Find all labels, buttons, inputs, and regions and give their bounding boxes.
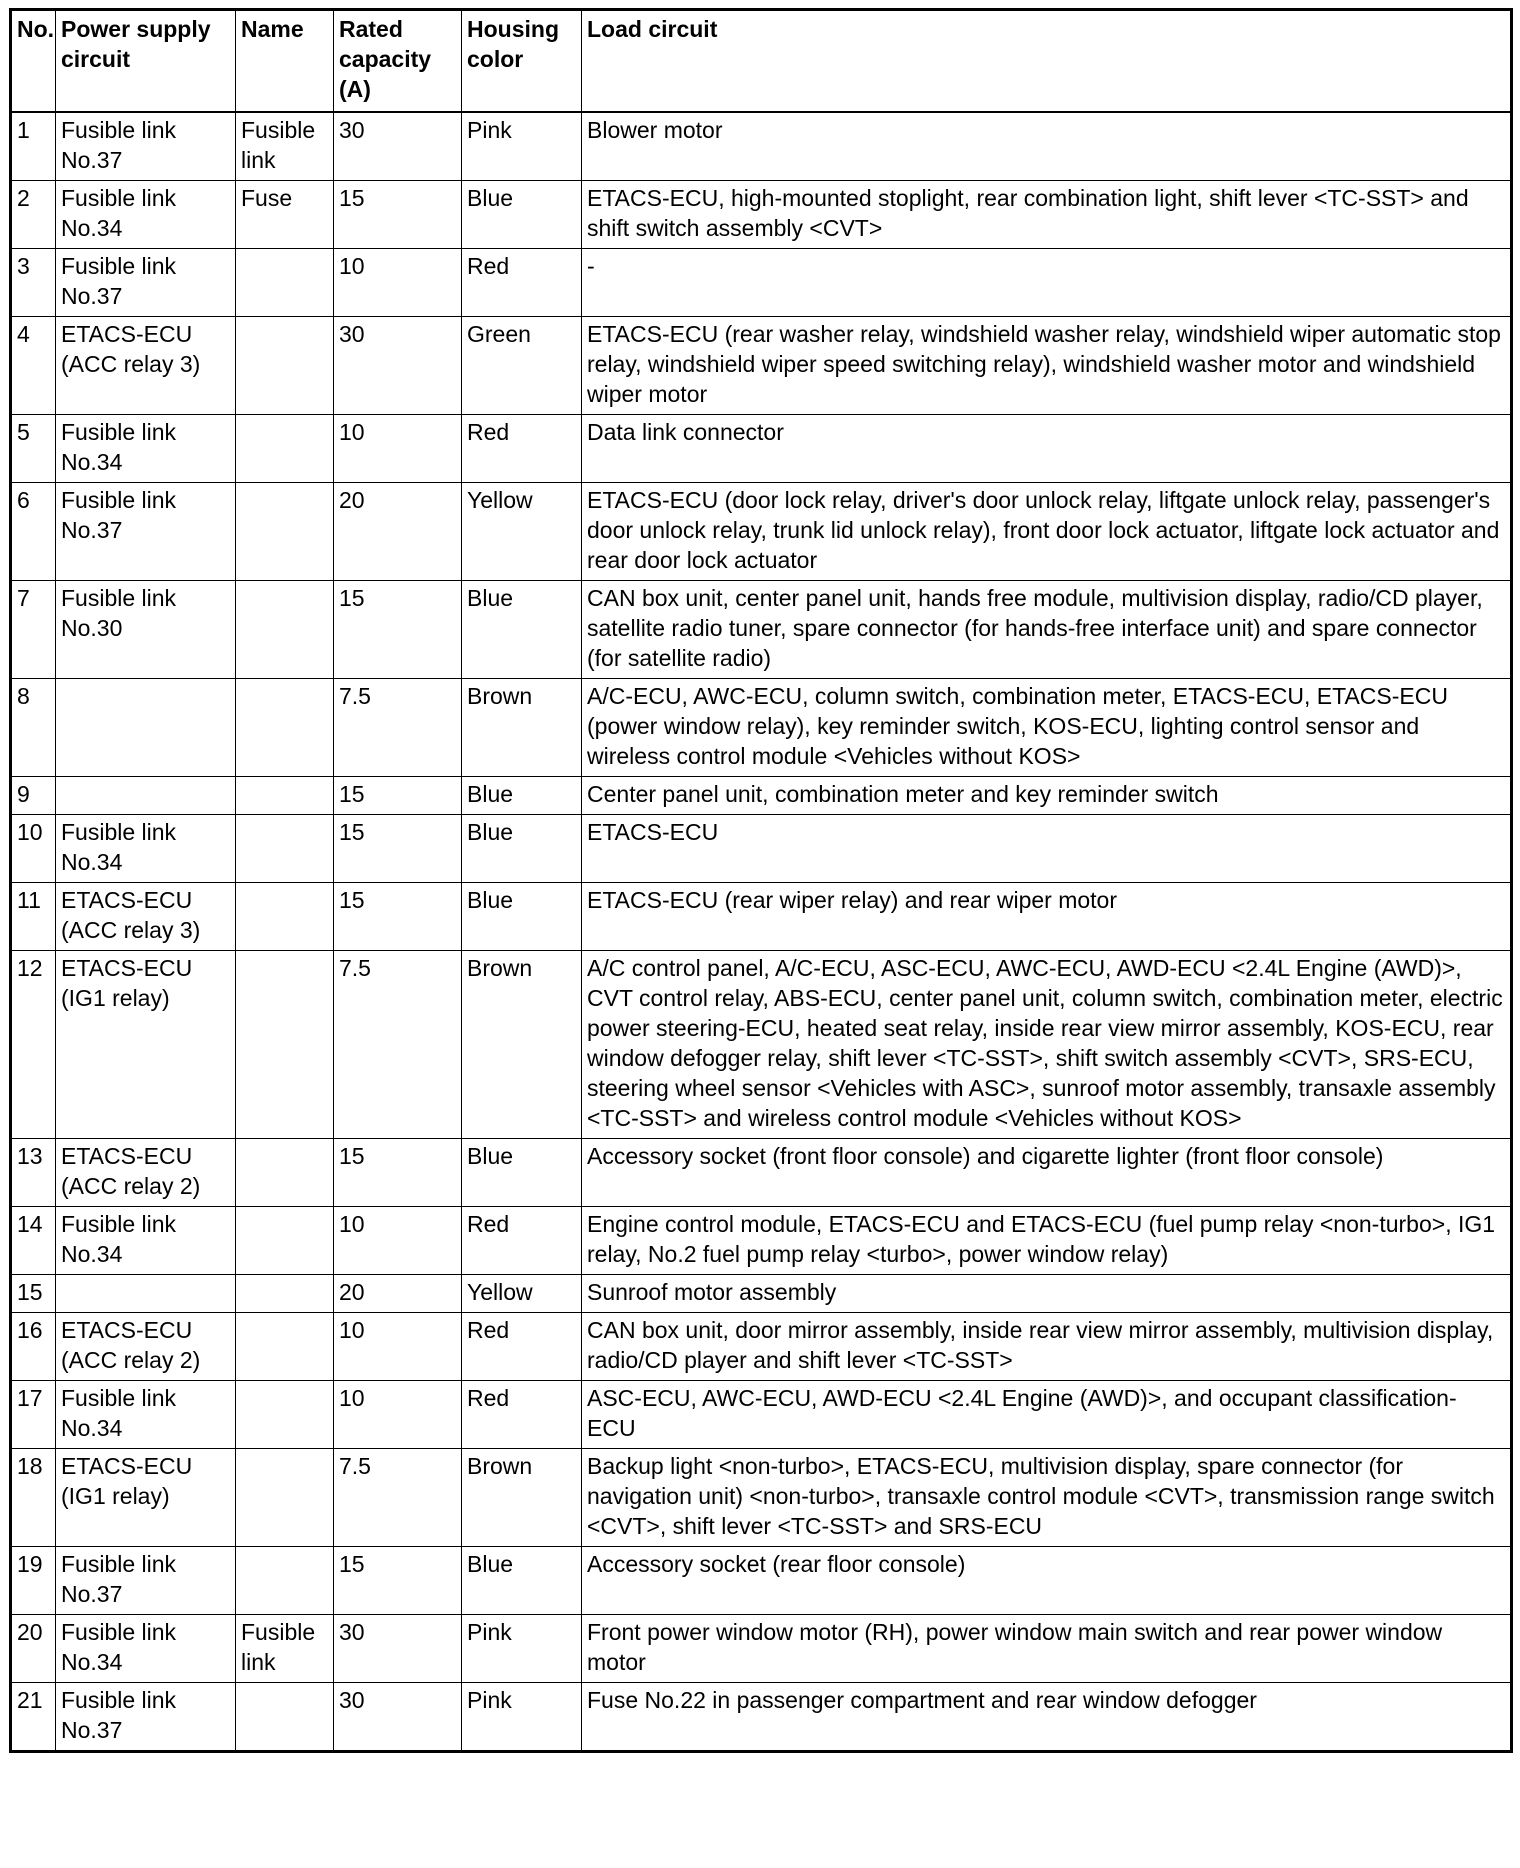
table-row xyxy=(11,1683,1512,1752)
cell-load-circuit: Fuse No.22 in passenger compartment and rear window defogger xyxy=(582,1683,1512,1752)
cell-load-circuit: ETACS-ECU (door lock relay, driver's door unlock relay, liftgate unlock relay, passenger's door unlock relay, trunk lid unlock relay), front door lock actuator, liftgate lock actuator and rear door lock actuator xyxy=(582,483,1512,581)
cell-no: 19 xyxy=(11,1547,56,1615)
table-row xyxy=(11,777,1512,815)
cell-load-circuit: Data link connector xyxy=(582,415,1512,483)
cell-no: 4 xyxy=(11,317,56,415)
cell-rated-capacity: 7.5 xyxy=(334,1449,462,1547)
cell-power-supply-circuit: Fusible link No.34 xyxy=(56,1207,236,1275)
cell-rated-capacity: 7.5 xyxy=(334,679,462,777)
cell-no: 2 xyxy=(11,181,56,249)
cell-load-circuit: ASC-ECU, AWC-ECU, AWD-ECU <2.4L Engine (AWD)>, and occupant classification-ECU xyxy=(582,1381,1512,1449)
cell-power-supply-circuit: Fusible link No.34 xyxy=(56,181,236,249)
cell-rated-capacity: 15 xyxy=(334,883,462,951)
cell-housing-color: Brown xyxy=(462,951,582,1139)
cell-name xyxy=(236,1313,334,1381)
header-name: Name xyxy=(236,10,334,113)
header-rated-capacity: Rated capacity (A) xyxy=(334,10,462,113)
cell-power-supply-circuit: Fusible link No.37 xyxy=(56,1547,236,1615)
cell-name xyxy=(236,883,334,951)
cell-power-supply-circuit: Fusible link No.37 xyxy=(56,483,236,581)
cell-load-circuit: Blower motor xyxy=(582,112,1512,181)
table-row xyxy=(11,1615,1512,1683)
cell-housing-color: Blue xyxy=(462,883,582,951)
cell-rated-capacity: 20 xyxy=(334,1275,462,1313)
cell-housing-color: Red xyxy=(462,1207,582,1275)
cell-housing-color: Pink xyxy=(462,112,582,181)
cell-housing-color: Blue xyxy=(462,777,582,815)
cell-rated-capacity: 15 xyxy=(334,815,462,883)
cell-name: Fusible link xyxy=(236,1615,334,1683)
cell-power-supply-circuit: Fusible link No.37 xyxy=(56,1683,236,1752)
cell-housing-color: Blue xyxy=(462,1139,582,1207)
cell-no: 20 xyxy=(11,1615,56,1683)
cell-name xyxy=(236,317,334,415)
cell-name xyxy=(236,1547,334,1615)
header-load-circuit: Load circuit xyxy=(582,10,1512,113)
cell-housing-color: Pink xyxy=(462,1615,582,1683)
cell-load-circuit: - xyxy=(582,249,1512,317)
cell-no: 11 xyxy=(11,883,56,951)
table-row xyxy=(11,181,1512,249)
cell-power-supply-circuit: ETACS-ECU (ACC relay 2) xyxy=(56,1313,236,1381)
cell-housing-color: Red xyxy=(462,249,582,317)
cell-power-supply-circuit xyxy=(56,777,236,815)
cell-housing-color: Brown xyxy=(462,679,582,777)
table-row xyxy=(11,317,1512,415)
cell-rated-capacity: 20 xyxy=(334,483,462,581)
cell-rated-capacity: 10 xyxy=(334,415,462,483)
cell-power-supply-circuit: Fusible link No.34 xyxy=(56,815,236,883)
table-row xyxy=(11,679,1512,777)
cell-name xyxy=(236,415,334,483)
cell-name xyxy=(236,1207,334,1275)
cell-no: 3 xyxy=(11,249,56,317)
table-row xyxy=(11,1207,1512,1275)
table-row xyxy=(11,883,1512,951)
cell-name: Fuse xyxy=(236,181,334,249)
cell-power-supply-circuit: ETACS-ECU (ACC relay 3) xyxy=(56,317,236,415)
cell-no: 7 xyxy=(11,581,56,679)
cell-name xyxy=(236,1275,334,1313)
cell-housing-color: Brown xyxy=(462,1449,582,1547)
cell-load-circuit: Accessory socket (front floor console) and cigarette lighter (front floor console) xyxy=(582,1139,1512,1207)
cell-load-circuit: ETACS-ECU (rear washer relay, windshield washer relay, windshield wiper automatic stop relay, windshield wiper speed switching relay), windshield washer motor and windshield wiper motor xyxy=(582,317,1512,415)
cell-rated-capacity: 15 xyxy=(334,1139,462,1207)
cell-housing-color: Yellow xyxy=(462,1275,582,1313)
cell-no: 5 xyxy=(11,415,56,483)
cell-housing-color: Blue xyxy=(462,581,582,679)
cell-power-supply-circuit: ETACS-ECU (IG1 relay) xyxy=(56,951,236,1139)
cell-no: 1 xyxy=(11,112,56,181)
cell-power-supply-circuit: Fusible link No.30 xyxy=(56,581,236,679)
cell-no: 17 xyxy=(11,1381,56,1449)
table-row xyxy=(11,112,1512,181)
fuse-table xyxy=(9,8,1513,1753)
cell-name xyxy=(236,815,334,883)
cell-load-circuit: ETACS-ECU xyxy=(582,815,1512,883)
cell-load-circuit: A/C control panel, A/C-ECU, ASC-ECU, AWC-ECU, AWD-ECU <2.4L Engine (AWD)>, CVT control relay, ABS-ECU, center panel unit, column switch, combination meter, electric power steering-ECU, heated seat relay, inside rear view mirror assembly, KOS-ECU, rear window defogger relay, shift lever <TC-SST>, shift switch assembly <CVT>, SRS-ECU, steering wheel sensor <Vehicles with ASC>, sunroof motor assembly, transaxle assembly <TC-SST> and wireless control module <Vehicles without KOS> xyxy=(582,951,1512,1139)
table-row xyxy=(11,1313,1512,1381)
cell-no: 10 xyxy=(11,815,56,883)
cell-rated-capacity: 30 xyxy=(334,1683,462,1752)
header-power-supply-circuit: Power supply circuit xyxy=(56,10,236,113)
cell-name xyxy=(236,1139,334,1207)
table-row xyxy=(11,415,1512,483)
cell-load-circuit: CAN box unit, center panel unit, hands free module, multivision display, radio/CD player, satellite radio tuner, spare connector (for hands-free interface unit) and spare connector (for satellite radio) xyxy=(582,581,1512,679)
cell-load-circuit: ETACS-ECU (rear wiper relay) and rear wiper motor xyxy=(582,883,1512,951)
cell-name xyxy=(236,1381,334,1449)
cell-rated-capacity: 10 xyxy=(334,1313,462,1381)
cell-name xyxy=(236,483,334,581)
cell-rated-capacity: 30 xyxy=(334,1615,462,1683)
header-no: No. xyxy=(11,10,56,113)
cell-housing-color: Red xyxy=(462,1381,582,1449)
cell-housing-color: Green xyxy=(462,317,582,415)
table-row xyxy=(11,1547,1512,1615)
table-row xyxy=(11,1449,1512,1547)
cell-no: 18 xyxy=(11,1449,56,1547)
cell-load-circuit: Front power window motor (RH), power window main switch and rear power window motor xyxy=(582,1615,1512,1683)
table-row xyxy=(11,483,1512,581)
cell-rated-capacity: 15 xyxy=(334,777,462,815)
cell-rated-capacity: 15 xyxy=(334,181,462,249)
cell-housing-color: Red xyxy=(462,1313,582,1381)
table-row xyxy=(11,1275,1512,1313)
cell-power-supply-circuit: Fusible link No.34 xyxy=(56,1381,236,1449)
cell-rated-capacity: 7.5 xyxy=(334,951,462,1139)
table-row xyxy=(11,249,1512,317)
cell-rated-capacity: 10 xyxy=(334,1381,462,1449)
cell-load-circuit: Engine control module, ETACS-ECU and ETACS-ECU (fuel pump relay <non-turbo>, IG1 relay, No.2 fuel pump relay <turbo>, power window relay) xyxy=(582,1207,1512,1275)
cell-no: 16 xyxy=(11,1313,56,1381)
cell-housing-color: Blue xyxy=(462,1547,582,1615)
cell-power-supply-circuit: Fusible link No.37 xyxy=(56,112,236,181)
cell-load-circuit: Accessory socket (rear floor console) xyxy=(582,1547,1512,1615)
cell-name xyxy=(236,1683,334,1752)
table-row xyxy=(11,815,1512,883)
cell-name xyxy=(236,1449,334,1547)
cell-no: 14 xyxy=(11,1207,56,1275)
cell-power-supply-circuit: ETACS-ECU (ACC relay 2) xyxy=(56,1139,236,1207)
cell-no: 6 xyxy=(11,483,56,581)
cell-name xyxy=(236,777,334,815)
cell-power-supply-circuit: Fusible link No.34 xyxy=(56,415,236,483)
cell-load-circuit: Center panel unit, combination meter and key reminder switch xyxy=(582,777,1512,815)
cell-power-supply-circuit: Fusible link No.34 xyxy=(56,1615,236,1683)
cell-power-supply-circuit: ETACS-ECU (IG1 relay) xyxy=(56,1449,236,1547)
cell-rated-capacity: 10 xyxy=(334,249,462,317)
cell-rated-capacity: 30 xyxy=(334,317,462,415)
header-housing-color: Housing color xyxy=(462,10,582,113)
table-body xyxy=(11,112,1512,1752)
cell-no: 15 xyxy=(11,1275,56,1313)
cell-no: 12 xyxy=(11,951,56,1139)
cell-load-circuit: Backup light <non-turbo>, ETACS-ECU, multivision display, spare connector (for navigation unit) <non-turbo>, transaxle control module <CVT>, transmission range switch <CVT>, shift lever <TC-SST> and SRS-ECU xyxy=(582,1449,1512,1547)
cell-housing-color: Blue xyxy=(462,815,582,883)
cell-power-supply-circuit: ETACS-ECU (ACC relay 3) xyxy=(56,883,236,951)
cell-housing-color: Pink xyxy=(462,1683,582,1752)
cell-rated-capacity: 10 xyxy=(334,1207,462,1275)
cell-housing-color: Blue xyxy=(462,181,582,249)
cell-name xyxy=(236,249,334,317)
cell-power-supply-circuit xyxy=(56,679,236,777)
cell-load-circuit: CAN box unit, door mirror assembly, inside rear view mirror assembly, multivision display, radio/CD player and shift lever <TC-SST> xyxy=(582,1313,1512,1381)
cell-load-circuit: A/C-ECU, AWC-ECU, column switch, combination meter, ETACS-ECU, ETACS-ECU (power window relay), key reminder switch, KOS-ECU, lighting control sensor and wireless control module <Vehicles without KOS> xyxy=(582,679,1512,777)
cell-load-circuit: Sunroof motor assembly xyxy=(582,1275,1512,1313)
cell-no: 13 xyxy=(11,1139,56,1207)
cell-power-supply-circuit xyxy=(56,1275,236,1313)
table-row xyxy=(11,951,1512,1139)
cell-no: 8 xyxy=(11,679,56,777)
header-row xyxy=(11,10,1512,113)
cell-rated-capacity: 15 xyxy=(334,581,462,679)
cell-name: Fusible link xyxy=(236,112,334,181)
cell-rated-capacity: 15 xyxy=(334,1547,462,1615)
cell-name xyxy=(236,581,334,679)
cell-name xyxy=(236,951,334,1139)
cell-no: 21 xyxy=(11,1683,56,1752)
cell-housing-color: Yellow xyxy=(462,483,582,581)
table-row xyxy=(11,1381,1512,1449)
cell-load-circuit: ETACS-ECU, high-mounted stoplight, rear combination light, shift lever <TC-SST> and shift switch assembly <CVT> xyxy=(582,181,1512,249)
cell-power-supply-circuit: Fusible link No.37 xyxy=(56,249,236,317)
cell-housing-color: Red xyxy=(462,415,582,483)
table-row xyxy=(11,1139,1512,1207)
cell-rated-capacity: 30 xyxy=(334,112,462,181)
table-row xyxy=(11,581,1512,679)
cell-name xyxy=(236,679,334,777)
cell-no: 9 xyxy=(11,777,56,815)
